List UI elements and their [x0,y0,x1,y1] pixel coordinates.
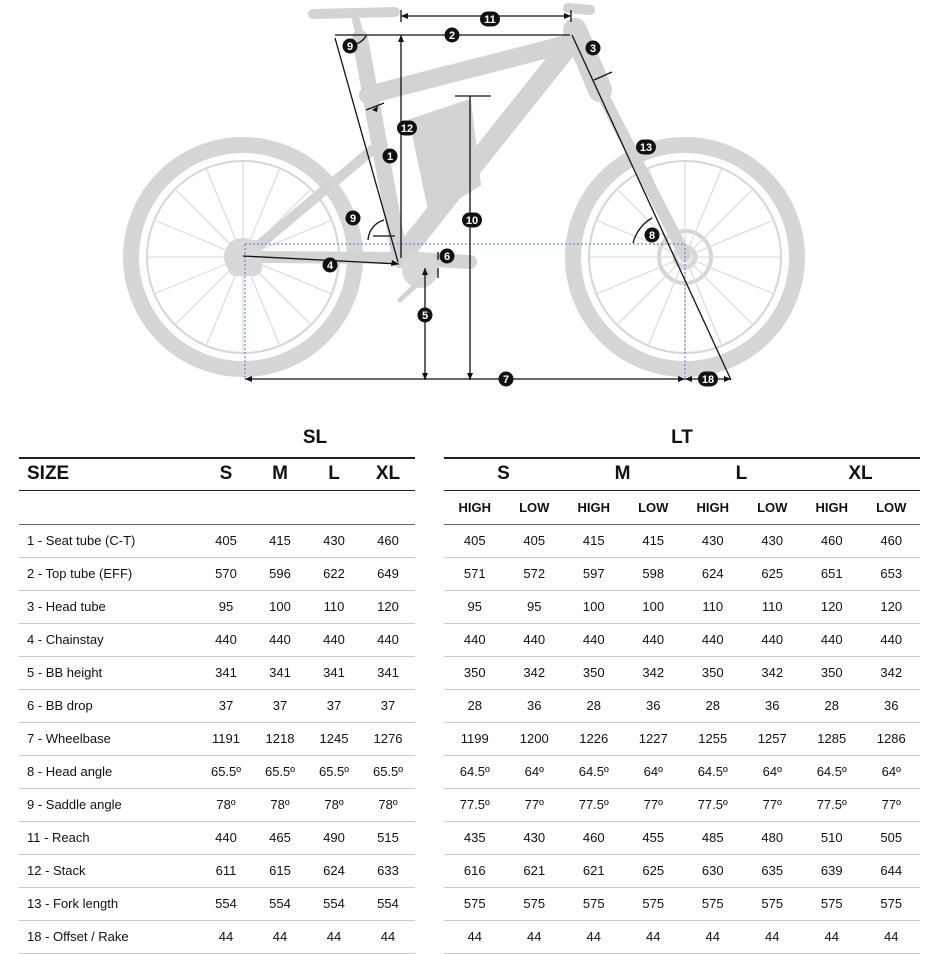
lt-value-cell: 575 [682,887,744,920]
measurement-label: 4 - Chainstay [19,623,199,656]
measurement-label: 11 - Reach [19,821,199,854]
lt-value-cell: 440 [863,623,921,656]
lt-value-cell: 77.5º [444,788,506,821]
sl-value-cell: 611 [199,854,253,887]
lt-value-cell: 95 [444,590,506,623]
callout-number: 9 [346,41,354,53]
lt-value-cell: 110 [682,590,744,623]
lt-value-cell: 350 [444,656,506,689]
sl-value-cell: 78º [361,788,415,821]
sl-value-cell: 65.5º [307,755,361,788]
callout-marker [586,41,601,56]
lt-value-cell: 639 [801,854,863,887]
lt-value-cell: 455 [625,821,682,854]
measurement-label: 6 - BB drop [19,689,199,722]
lt-value-cell: 36 [744,689,801,722]
lt-value-cell: 77.5º [682,788,744,821]
table-row [19,590,415,623]
sl-value-cell: 554 [361,887,415,920]
sl-size-m: M [253,458,307,490]
sl-value-cell: 1245 [307,722,361,755]
callout-number: 7 [502,374,510,386]
lt-value-cell: 575 [863,887,921,920]
sl-value-cell: 95 [199,590,253,623]
callout-marker [440,249,455,264]
sl-value-cell: 341 [199,656,253,689]
lt-value-cell: 77º [863,788,921,821]
sl-value-cell: 554 [307,887,361,920]
lt-value-cell: 1199 [444,722,506,755]
lt-value-cell: 64º [863,755,921,788]
table-row [19,689,415,722]
table-row [444,854,920,887]
lt-value-cell: 342 [506,656,563,689]
sl-value-cell: 341 [253,656,307,689]
lt-value-cell: 630 [682,854,744,887]
lt-value-cell: 28 [444,689,506,722]
lt-value-cell: 430 [682,524,744,557]
measurement-label: 12 - Stack [19,854,199,887]
lt-value-cell: 480 [744,821,801,854]
lt-value-cell: 1226 [563,722,625,755]
lt-table-body [444,524,920,953]
sl-value-cell: 37 [253,689,307,722]
lt-value-cell: 342 [625,656,682,689]
lt-value-cell: 575 [444,887,506,920]
lt-value-cell: 44 [506,920,563,953]
table-row [19,788,415,821]
callout-number: 5 [421,310,429,322]
lt-value-cell: 350 [801,656,863,689]
sl-value-cell: 515 [361,821,415,854]
lt-value-cell: 440 [625,623,682,656]
callout-marker [462,213,482,228]
sl-value-cell: 624 [307,854,361,887]
lt-value-cell: 28 [801,689,863,722]
lt-value-cell: 77.5º [801,788,863,821]
lt-value-cell: 1227 [625,722,682,755]
table-row [19,854,415,887]
callout-number: 13 [639,142,653,154]
sl-value-cell: 110 [307,590,361,623]
table-row [444,887,920,920]
table-row [444,524,920,557]
table-row [19,557,415,590]
lt-value-cell: 405 [506,524,563,557]
callout-number: 11 [484,14,496,26]
callout-number: 18 [701,374,715,386]
callout-marker [418,308,433,323]
table-row [444,821,920,854]
lt-sub-header: LOW [625,490,682,524]
sl-value-cell: 44 [361,920,415,953]
sl-value-cell: 615 [253,854,307,887]
lt-value-cell: 598 [625,557,682,590]
lt-value-cell: 435 [444,821,506,854]
lt-value-cell: 77º [744,788,801,821]
lt-value-cell: 110 [744,590,801,623]
sl-value-cell: 78º [199,788,253,821]
callout-number: 12 [400,123,414,135]
table-row [19,656,415,689]
lt-sub-header-row [444,490,920,524]
lt-value-cell: 44 [682,920,744,953]
lt-sub-header: LOW [744,490,801,524]
sl-value-cell: 490 [307,821,361,854]
lt-value-cell: 36 [506,689,563,722]
lt-value-cell: 460 [801,524,863,557]
lt-value-cell: 120 [801,590,863,623]
lt-value-cell: 597 [563,557,625,590]
measurement-label: 18 - Offset / Rake [19,920,199,953]
lt-value-cell: 64º [744,755,801,788]
lt-value-cell: 575 [563,887,625,920]
lt-value-cell: 440 [563,623,625,656]
sl-value-cell: 78º [307,788,361,821]
lt-value-cell: 1200 [506,722,563,755]
sl-value-cell: 1218 [253,722,307,755]
lt-value-cell: 635 [744,854,801,887]
sl-value-cell: 554 [199,887,253,920]
lt-value-cell: 44 [444,920,506,953]
lt-value-cell: 342 [863,656,921,689]
table-row [444,557,920,590]
lt-value-cell: 64º [625,755,682,788]
lt-size-m: M [563,458,682,490]
lt-value-cell: 571 [444,557,506,590]
sl-table-body [19,524,415,953]
lt-value-cell: 440 [744,623,801,656]
callout-number: 8 [648,230,656,242]
lt-value-cell: 415 [563,524,625,557]
sl-geometry-table [19,457,415,954]
sl-sub-header-row [19,490,415,524]
sl-value-cell: 622 [307,557,361,590]
table-row [19,887,415,920]
lt-value-cell: 28 [682,689,744,722]
lt-value-cell: 460 [563,821,625,854]
lt-size-xl: XL [801,458,920,490]
sl-value-cell: 460 [361,524,415,557]
lt-value-cell: 350 [682,656,744,689]
sl-value-cell: 415 [253,524,307,557]
sl-value-cell: 570 [199,557,253,590]
callout-number: 10 [465,215,479,227]
lt-value-cell: 505 [863,821,921,854]
lt-value-cell: 77.5º [563,788,625,821]
lt-value-cell: 1255 [682,722,744,755]
sl-value-cell: 465 [253,821,307,854]
lt-value-cell: 621 [563,854,625,887]
lt-sub-header: HIGH [801,490,863,524]
lt-value-cell: 64.5º [444,755,506,788]
lt-value-cell: 624 [682,557,744,590]
lt-value-cell: 575 [801,887,863,920]
lt-value-cell: 440 [506,623,563,656]
lt-value-cell: 36 [625,689,682,722]
table-row [444,590,920,623]
lt-value-cell: 430 [744,524,801,557]
sl-value-cell: 596 [253,557,307,590]
lt-value-cell: 28 [563,689,625,722]
lt-value-cell: 1285 [801,722,863,755]
lt-value-cell: 440 [801,623,863,656]
lt-value-cell: 36 [863,689,921,722]
sl-value-cell: 78º [253,788,307,821]
lt-value-cell: 415 [625,524,682,557]
table-row [444,788,920,821]
callout-marker [383,149,398,164]
callout-marker [346,211,361,226]
callout-marker [636,140,656,155]
sl-value-cell: 440 [199,821,253,854]
lt-value-cell: 575 [625,887,682,920]
lt-sub-header: LOW [506,490,563,524]
lt-group-title: LT [671,427,693,448]
lt-value-cell: 616 [444,854,506,887]
lt-value-cell: 44 [563,920,625,953]
size-column-header: SIZE [19,458,199,490]
lt-value-cell: 625 [744,557,801,590]
sl-value-cell: 44 [307,920,361,953]
table-row [19,755,415,788]
table-row [19,623,415,656]
table-row [444,689,920,722]
sl-value-cell: 554 [253,887,307,920]
sl-size-header-row [19,458,415,490]
lt-value-cell: 350 [563,656,625,689]
table-row [19,722,415,755]
sl-value-cell: 341 [361,656,415,689]
lt-value-cell: 625 [625,854,682,887]
lt-value-cell: 64.5º [801,755,863,788]
callout-marker [445,28,460,43]
measurement-label: 3 - Head tube [19,590,199,623]
sl-value-cell: 65.5º [253,755,307,788]
bike-geometry-diagram [0,0,940,400]
lt-value-cell: 100 [625,590,682,623]
sl-value-cell: 430 [307,524,361,557]
lt-value-cell: 644 [863,854,921,887]
table-row [444,920,920,953]
lt-value-cell: 44 [863,920,921,953]
lt-value-cell: 64º [506,755,563,788]
sl-value-cell: 100 [253,590,307,623]
sl-value-cell: 649 [361,557,415,590]
sl-value-cell: 440 [361,623,415,656]
lt-value-cell: 1286 [863,722,921,755]
lt-size-header-row [444,458,920,490]
callout-number: 9 [349,213,357,225]
table-row [444,623,920,656]
lt-size-l: L [682,458,801,490]
lt-value-cell: 440 [444,623,506,656]
callout-number: 1 [386,151,394,163]
sl-value-cell: 440 [253,623,307,656]
sl-value-cell: 341 [307,656,361,689]
sl-size-xl: XL [361,458,415,490]
lt-value-cell: 460 [863,524,921,557]
sl-value-cell: 37 [199,689,253,722]
sl-group-title: SL [302,427,328,448]
lt-geometry-table [444,457,920,954]
sl-value-cell: 440 [199,623,253,656]
lt-value-cell: 44 [744,920,801,953]
sl-value-cell: 37 [361,689,415,722]
sl-value-cell: 440 [307,623,361,656]
lt-value-cell: 44 [801,920,863,953]
lt-value-cell: 621 [506,854,563,887]
lt-value-cell: 575 [744,887,801,920]
sl-value-cell: 37 [307,689,361,722]
sl-value-cell: 405 [199,524,253,557]
sl-value-cell: 120 [361,590,415,623]
sl-size-l: L [307,458,361,490]
measurement-label: 1 - Seat tube (C-T) [19,524,199,557]
sl-value-cell: 44 [253,920,307,953]
lt-sub-header: HIGH [444,490,506,524]
callout-marker [323,258,338,273]
lt-value-cell: 572 [506,557,563,590]
measurement-label: 2 - Top tube (EFF) [19,557,199,590]
lt-sub-header: LOW [863,490,921,524]
callout-marker [645,228,660,243]
measurement-label: 7 - Wheelbase [19,722,199,755]
lt-value-cell: 485 [682,821,744,854]
lt-value-cell: 430 [506,821,563,854]
callout-marker [698,372,718,387]
measurement-label: 9 - Saddle angle [19,788,199,821]
lt-value-cell: 575 [506,887,563,920]
callout-number: 6 [443,251,451,263]
table-row [444,656,920,689]
lt-value-cell: 653 [863,557,921,590]
sl-size-s: S [199,458,253,490]
sl-value-cell: 44 [199,920,253,953]
lt-value-cell: 77º [506,788,563,821]
sl-value-cell: 1276 [361,722,415,755]
measurement-label: 5 - BB height [19,656,199,689]
lt-value-cell: 77º [625,788,682,821]
lt-value-cell: 44 [625,920,682,953]
measurement-label: 8 - Head angle [19,755,199,788]
lt-value-cell: 440 [682,623,744,656]
lt-value-cell: 120 [863,590,921,623]
lt-size-s: S [444,458,563,490]
callout-number: 3 [589,43,597,55]
sl-value-cell: 65.5º [199,755,253,788]
lt-value-cell: 64.5º [563,755,625,788]
table-row [19,821,415,854]
callout-marker [343,39,358,54]
measurement-label: 13 - Fork length [19,887,199,920]
callout-marker [499,372,514,387]
callout-marker [397,121,417,136]
lt-value-cell: 405 [444,524,506,557]
lt-sub-header: HIGH [682,490,744,524]
sl-value-cell: 65.5º [361,755,415,788]
sl-value-cell: 633 [361,854,415,887]
lt-value-cell: 342 [744,656,801,689]
lt-value-cell: 95 [506,590,563,623]
table-row [444,755,920,788]
lt-value-cell: 510 [801,821,863,854]
table-row [19,920,415,953]
sl-value-cell: 1191 [199,722,253,755]
callout-number: 4 [326,260,334,272]
table-row [19,524,415,557]
lt-value-cell: 651 [801,557,863,590]
callout-number: 2 [448,30,456,42]
callout-marker [480,12,500,27]
lt-sub-header: HIGH [563,490,625,524]
lt-value-cell: 1257 [744,722,801,755]
lt-value-cell: 64.5º [682,755,744,788]
table-row [444,722,920,755]
lt-value-cell: 100 [563,590,625,623]
